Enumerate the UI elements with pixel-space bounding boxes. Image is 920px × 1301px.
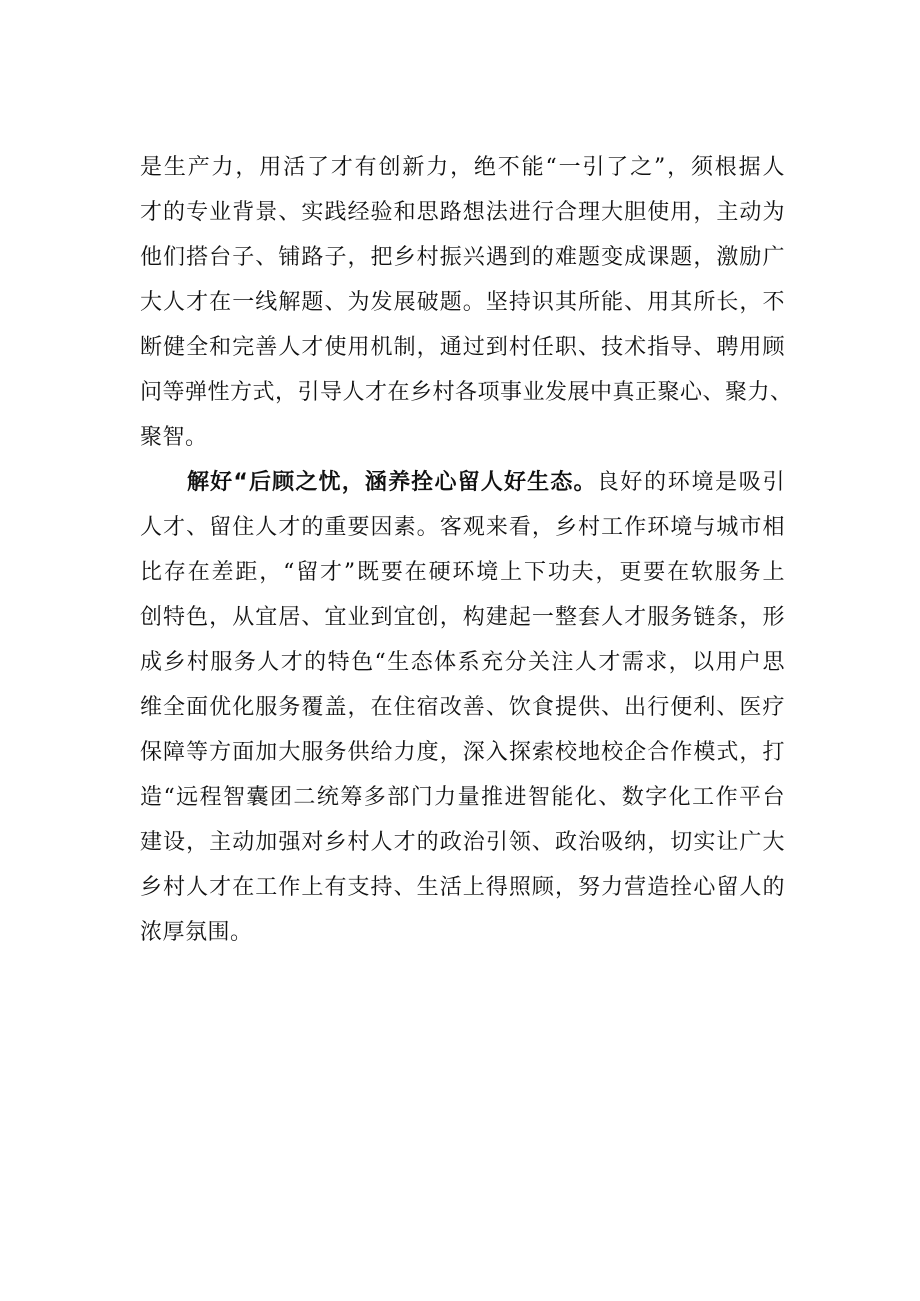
text-line: 聚智。 bbox=[140, 425, 208, 450]
text-run: 良好的环境是吸引 bbox=[596, 470, 785, 495]
text-line: 维全面优化服务覆盖，在住宿改善、饮食提供、出行便利、医疗 bbox=[140, 695, 785, 720]
text-line: 断健全和完善人才使用机制，通过到村任职、技术指导、聘用顾 bbox=[140, 335, 785, 360]
text-line: 大人才在一线解题、为发展破题。坚持识其所能、用其所长，不 bbox=[140, 290, 785, 315]
text-line: 建设，主动加强对乡村人才的政治引领、政治吸纳，切实让广大 bbox=[140, 830, 785, 855]
text-line: 人才、留住人才的重要因素。客观来看，乡村工作环境与城市相 bbox=[140, 515, 785, 540]
text-line: 才的专业背景、实践经验和思路想法进行合理大胆使用，主动为 bbox=[140, 200, 785, 225]
text-line: 问等弹性方式，引导人才在乡村各项事业发展中真正聚心、聚力、 bbox=[140, 380, 793, 405]
text-line: 比存在差距，“留才”既要在硬环境上下功夫，更要在软服务上 bbox=[140, 560, 785, 585]
text-line: 乡村人才在工作上有支持、生活上得照顾，努力营造拴心留人的 bbox=[140, 875, 785, 900]
paragraph-heading: 解好“后顾之忧，涵养拴心留人好生态。 bbox=[187, 470, 597, 495]
text-line: 创特色，从宜居、宜业到宜创，构建起一整套人才服务链条，形 bbox=[140, 605, 785, 630]
text-line: 成乡村服务人才的特色“生态体系充分关注人才需求，以用户思 bbox=[140, 650, 785, 675]
text-line: 是生产力，用活了才有创新力，绝不能“一引了之”，须根据人 bbox=[140, 155, 785, 180]
text-line: 造“远程智囊团二统筹多部门力量推进智能化、数字化工作平台 bbox=[140, 785, 785, 810]
text-line: 保障等方面加大服务供给力度，深入探索校地校企合作模式，打 bbox=[140, 740, 785, 765]
text-line: 他们搭台子、铺路子，把乡村振兴遇到的难题变成课题，激励广 bbox=[140, 245, 785, 270]
paragraph-2-first-line bbox=[187, 463, 785, 503]
text-line: 浓厚氛围。 bbox=[140, 920, 253, 945]
